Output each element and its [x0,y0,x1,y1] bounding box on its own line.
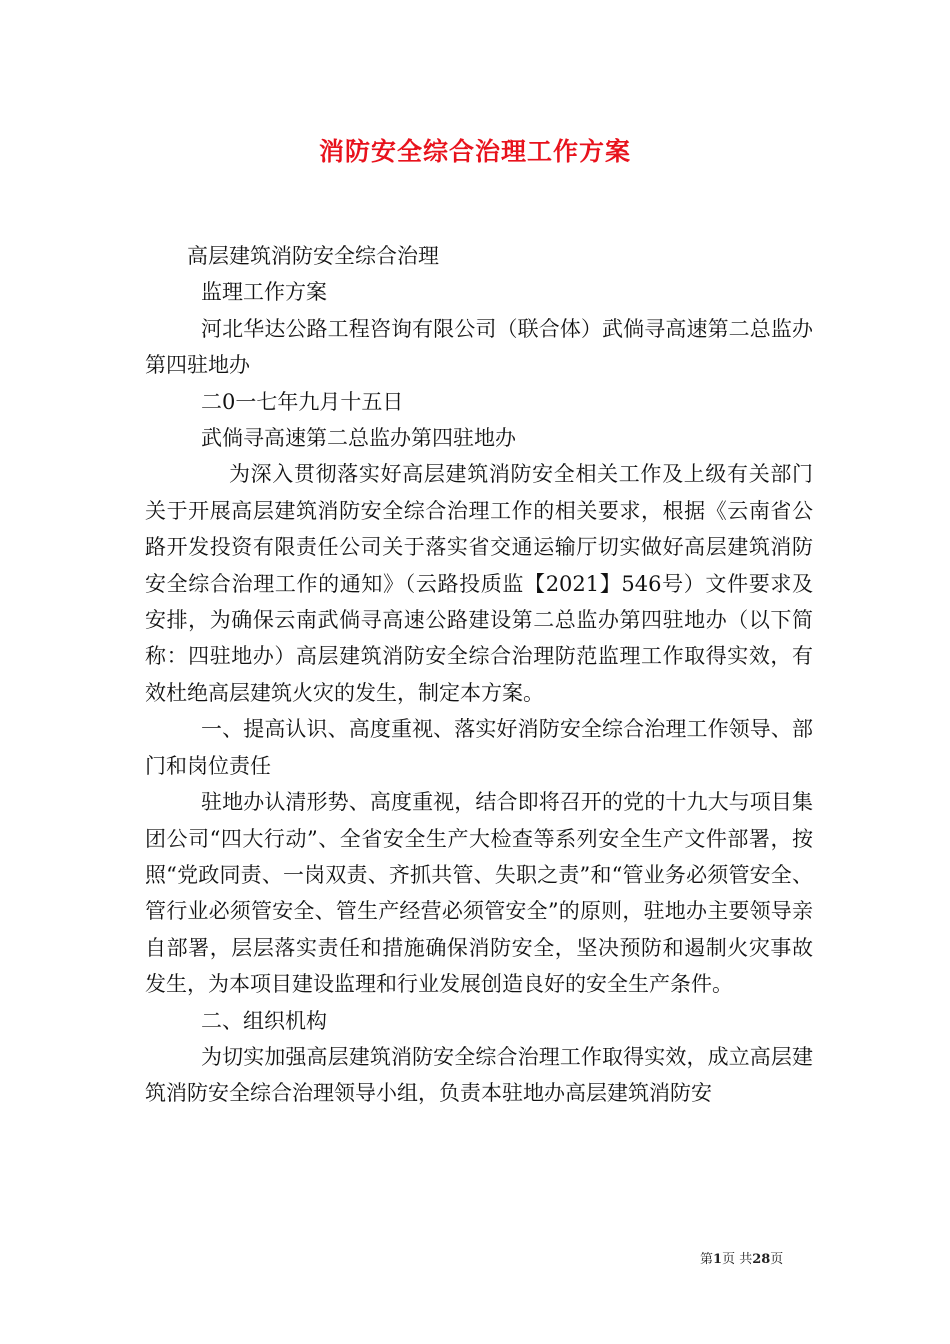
footer-total-pages: 28 [752,1252,771,1267]
footer-suffix: 页 [770,1252,784,1267]
paragraph-organization: 河北华达公路工程咨询有限公司（联合体）武倘寻高速第二总监办第四驻地办 [145,316,813,378]
document-title: 消防安全综合治理工作方案 [318,137,631,166]
paragraph-intro: 为深入贯彻落实好高层建筑消防安全相关工作及上级有关部门关于开展高层建筑消防安全综合治理工作的相关要求，根据《云南省公路开发投资有限责任公司关于落实省交通运输厅切实做好高层建筑消防安全综合治理工作的通知》（云路投质监【2021】546号）文件要求及安排，为确保云南武倘寻高速公路建设第二总监办第四驻地办（以下简称：四驻地办）高层建筑消防安全综合治理防范监理工作取得实效，有效杜绝高层建筑火灾的发生，制定本方案。 [145,462,813,705]
footer-prefix: 第 [700,1252,714,1267]
paragraph-subtitle-1: 高层建筑消防安全综合治理 [187,244,439,268]
paragraph-subtitle-2: 监理工作方案 [201,280,327,305]
paragraph-date: 二0一七年九月十五日 [201,389,404,414]
paragraph-section-2: 为切实加强高层建筑消防安全综合治理工作取得实效，成立高层建筑消防安全综合治理领导小组，负责本驻地办高层建筑消防安 [145,1044,813,1106]
paragraph-office: 武倘寻高速第二总监办第四驻地办 [201,426,516,451]
footer-middle: 页 共 [722,1252,753,1267]
section-heading-2: 二、组织机构 [201,1008,327,1033]
paragraph-section-1: 驻地办认清形势、高度重视，结合即将召开的党的十九大与项目集团公司“四大行动”、全省安全生产大检查等系列安全生产文件部署，按照“党政同责、一岗双责、齐抓共管、失职之责”和“管业务必须管安全、管行业必须管安全、管生产经营必须管安全”的原则，驻地办主要领导亲自部署，层层落实责任和措施确保消防安全，坚决预防和遏制火灾事故发生，为本项目建设监理和行业发展创造良好的安全生产条件。 [145,790,813,997]
footer-page-number: 1 [713,1252,723,1267]
page-footer [700,1248,783,1267]
document-body [145,238,813,1112]
section-heading-1: 一、提高认识、高度重视、落实好消防安全综合治理工作领导、部门和岗位责任 [145,717,813,778]
